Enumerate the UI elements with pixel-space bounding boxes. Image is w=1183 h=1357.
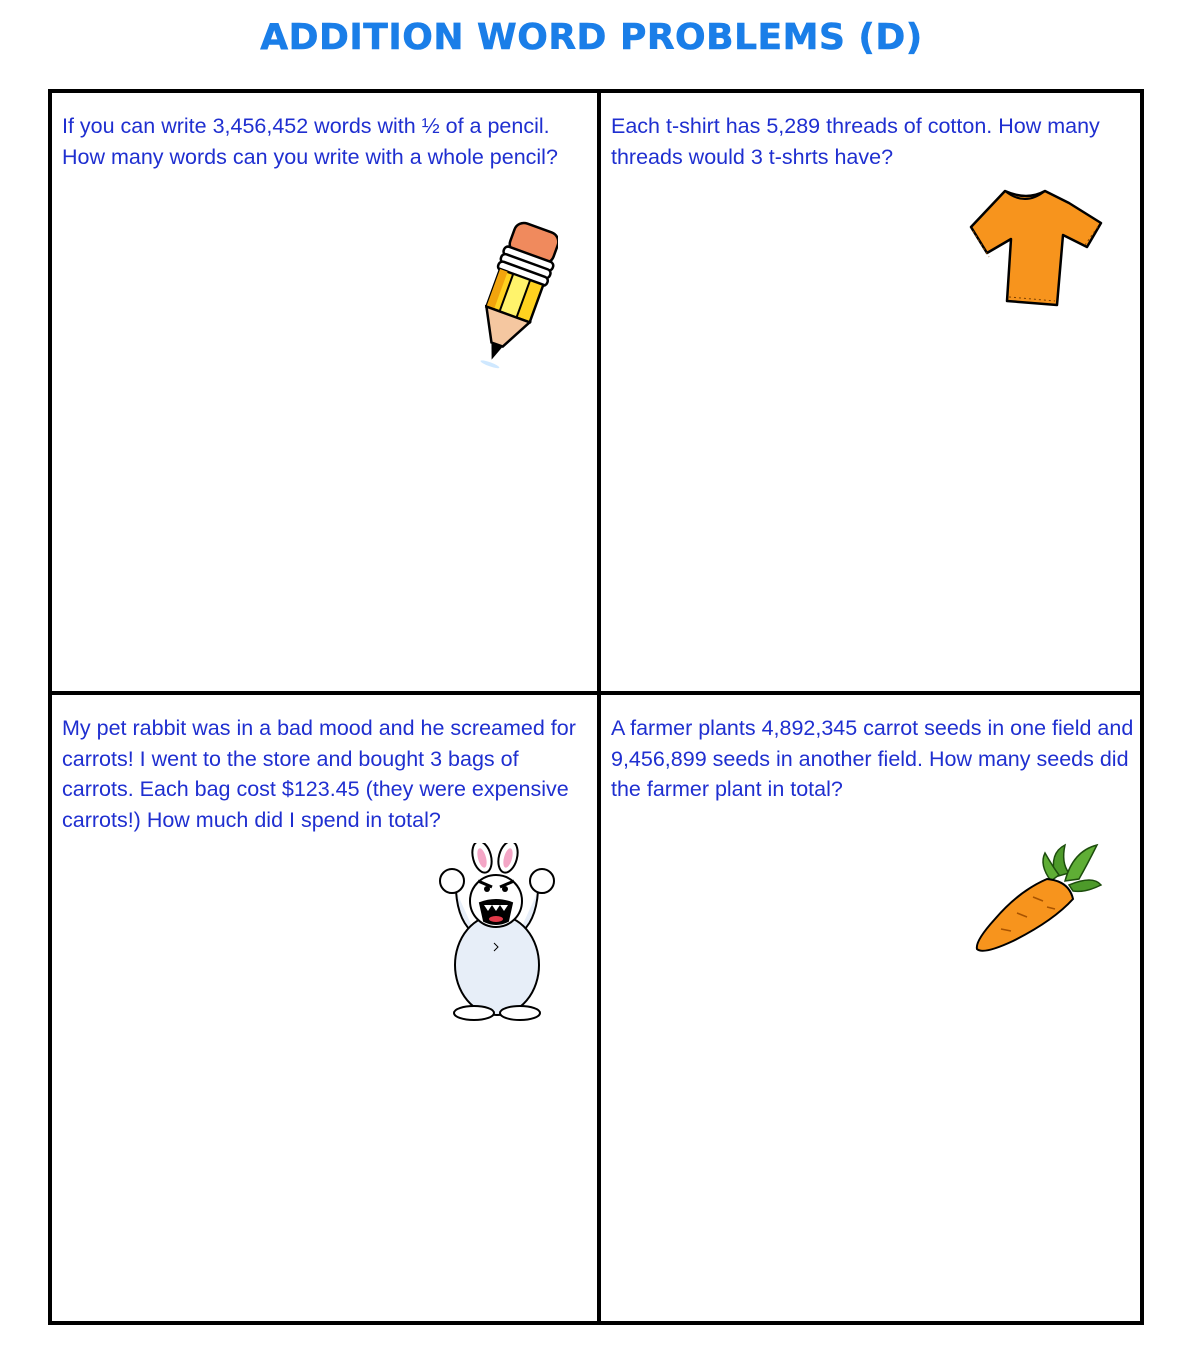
pencil-icon: [468, 215, 558, 375]
tshirt-icon: [967, 183, 1103, 313]
angry-rabbit-icon: [436, 843, 558, 1023]
page-title: ADDITION WORD PROBLEMS (D): [260, 17, 923, 58]
problem-cell-2: [601, 93, 1140, 691]
problem-text-1: If you can write 3,456,452 words with ½ of a pencil. How many words can you write with a whole pencil?: [62, 114, 558, 169]
problem-cell-1: [52, 93, 597, 691]
problem-text-2: Each t-shirt has 5,289 threads of cotton. How many threads would 3 t-shrts have?: [611, 114, 1100, 169]
problem-cell-3: [52, 695, 597, 1321]
carrot-icon: [973, 841, 1103, 957]
problem-grid: [48, 89, 1144, 1325]
problem-text-4: A farmer plants 4,892,345 carrot seeds in one field and 9,456,899 seeds in another field. How many seeds did the farmer plant in total?: [611, 716, 1134, 801]
problem-cell-4: [601, 695, 1140, 1321]
problem-text-3: My pet rabbit was in a bad mood and he screamed for carrots! I went to the store and bought 3 bags of carrots. Each bag cost $123.45 (they were expensive carrots!) How much did I spend in total?: [62, 716, 576, 832]
